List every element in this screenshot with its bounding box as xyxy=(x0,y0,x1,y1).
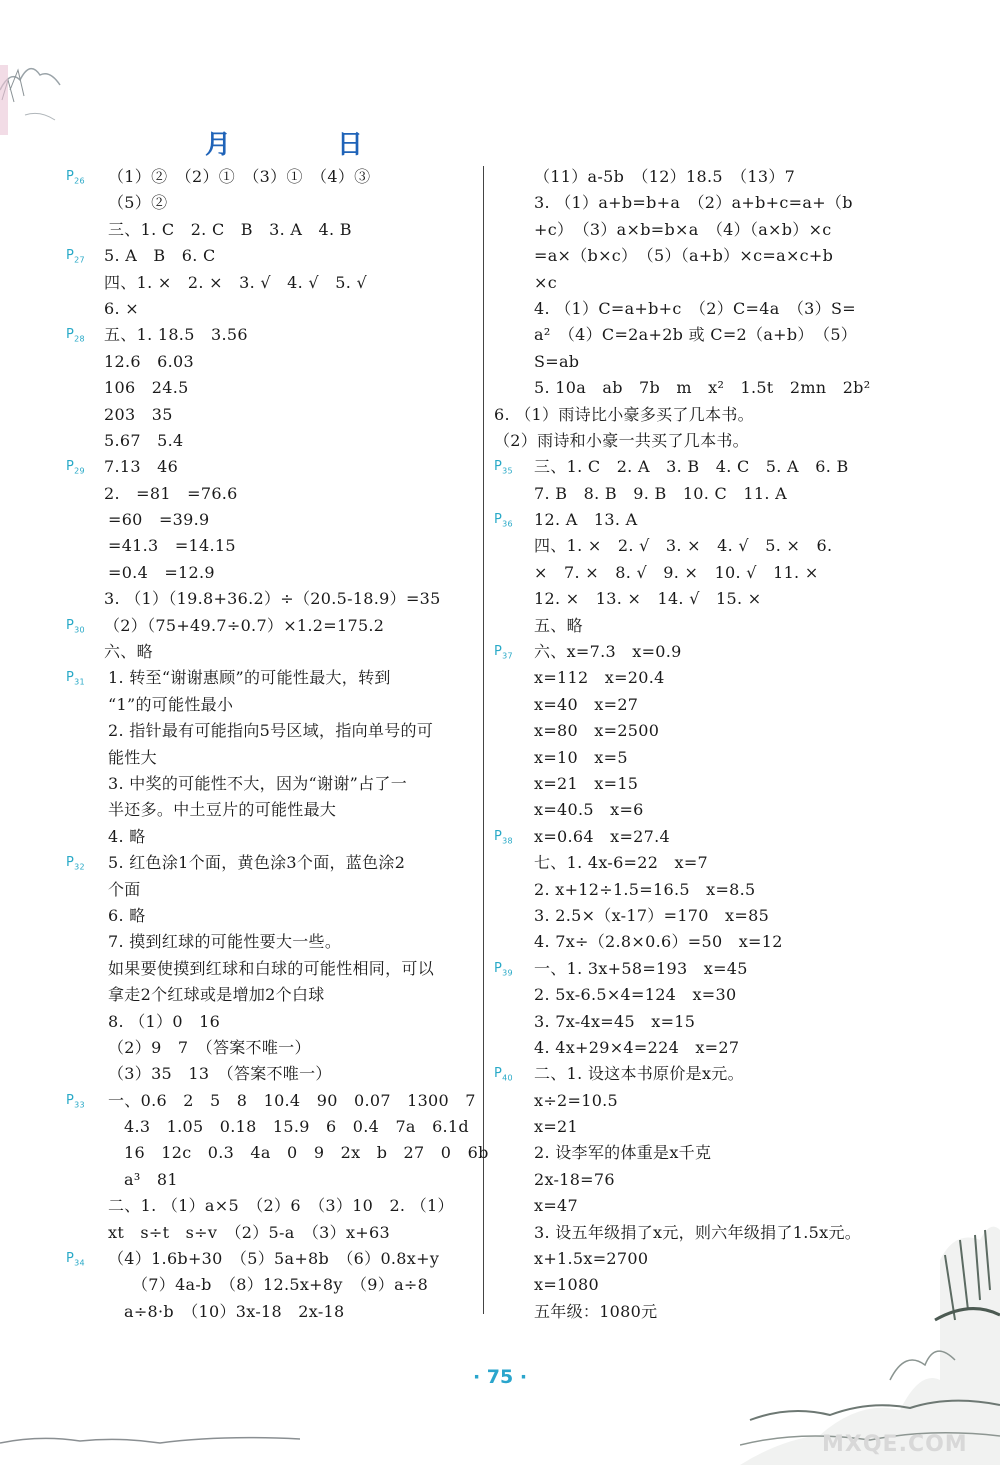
answer-text: 3. 2.5×（x-17）=170 x=85 xyxy=(534,905,770,925)
answer-text: 一、0.6 2 5 8 10.4 90 0.07 1300 7 xyxy=(108,1090,476,1110)
answer-text: 4.3 1.05 0.18 15.9 6 0.4 7a 6.1d xyxy=(124,1117,469,1137)
answer-line xyxy=(66,877,478,903)
page-number: · 75 · xyxy=(472,1366,528,1388)
answer-line xyxy=(66,1272,478,1298)
page-ref-label: $P_{37}$ xyxy=(494,644,513,661)
answer-text: “1”的可能性最小 xyxy=(108,694,234,714)
answer-text: 3. （1）a+b=b+a （2）a+b+c=a+（b xyxy=(534,193,853,213)
answer-line xyxy=(66,217,478,243)
answer-line xyxy=(494,665,914,691)
answer-text: 4. 略 xyxy=(108,826,146,846)
page-ref-label: $P_{26}$ xyxy=(66,169,85,186)
answer-line xyxy=(494,1193,914,1219)
answer-text: 5.67 5.4 xyxy=(104,430,184,450)
answer-text: x=112 x=20.4 xyxy=(534,668,665,688)
answer-line xyxy=(66,1299,478,1325)
answer-line xyxy=(494,982,914,1008)
answer-text: 二、1. 设这本书原价是x元。 xyxy=(534,1064,744,1084)
answer-text: x=40 x=27 xyxy=(534,694,639,714)
answer-text: S=ab xyxy=(534,351,580,371)
answer-line xyxy=(66,745,478,771)
answer-text: 3. （1）（19.8+36.2）÷（20.5-18.9）=35 xyxy=(104,589,441,609)
answer-text: 12. A 13. A xyxy=(534,510,638,530)
answer-column-left xyxy=(66,164,489,1325)
watermark: MXQE.COM xyxy=(822,1432,968,1457)
answer-line xyxy=(66,296,478,322)
answer-line xyxy=(66,533,478,559)
page-ref-label: $P_{39}$ xyxy=(494,960,513,978)
answer-text: ×c xyxy=(534,272,557,292)
answer-line xyxy=(494,692,914,718)
answer-line xyxy=(66,824,478,850)
answer-line xyxy=(66,454,478,480)
page-ref-label: $P_{30}$ xyxy=(66,617,85,635)
answer-line xyxy=(66,903,478,929)
answer-line xyxy=(494,613,914,639)
answer-line xyxy=(494,533,914,559)
answer-line xyxy=(494,956,914,982)
answer-text: 8. （1）0 16 xyxy=(108,1011,221,1031)
answer-line xyxy=(494,1167,914,1193)
answer-text: 106 24.5 xyxy=(104,378,189,398)
answer-text: 二、1. （1）a×5 （2）6 （3）10 2. （1） xyxy=(108,1196,454,1216)
answer-line xyxy=(66,560,478,586)
answer-line xyxy=(66,402,478,428)
answer-line xyxy=(66,797,478,823)
answer-text: a÷8·b （10）3x-18 2x-18 xyxy=(124,1301,345,1321)
answer-line xyxy=(66,982,478,1008)
answer-line xyxy=(66,1009,478,1035)
answer-line xyxy=(494,1220,914,1246)
answer-line xyxy=(66,665,478,691)
answer-line xyxy=(494,1088,914,1114)
answer-text: （11）a-5b （12）18.5 （13）7 xyxy=(534,167,796,186)
ink-landscape-decoration xyxy=(0,1425,300,1455)
answer-text: × 7. × 8. √ 9. × 10. √ 11. × xyxy=(534,562,819,582)
answer-text: a² （4）C=2a+2b 或 C=2（a+b） （5） xyxy=(534,325,858,345)
answer-line xyxy=(494,402,914,428)
answer-line xyxy=(66,639,478,665)
answer-line xyxy=(66,692,478,718)
answer-line xyxy=(494,428,914,454)
answer-text: 2x-18=76 xyxy=(534,1169,615,1189)
answer-line xyxy=(494,824,914,850)
answer-line xyxy=(66,586,478,612)
answer-text: x=80 x=2500 xyxy=(534,721,660,741)
page-ref-label: $P_{27}$ xyxy=(66,248,85,265)
page-ref-label: $P_{40}$ xyxy=(494,1066,513,1083)
answer-text: 203 35 xyxy=(104,404,173,424)
answer-line xyxy=(66,613,478,639)
answer-text: 6. 略 xyxy=(108,905,146,925)
answer-line xyxy=(66,718,478,744)
answer-text: 六、x=7.3 x=0.9 xyxy=(534,642,682,662)
answer-text: 3. 7x-4x=45 x=15 xyxy=(534,1011,696,1031)
answer-line xyxy=(494,454,914,480)
answer-text: 三、1. C 2. C B 3. A 4. B xyxy=(108,219,352,239)
answer-text: 2. 指针最有可能指向5号区域，指向单号的可 xyxy=(108,721,434,741)
answer-text: 1. 转至“谢谢惠顾”的可能性最大，转到 xyxy=(108,668,391,688)
answer-line xyxy=(494,1114,914,1140)
answer-text: 五年级：1080元 xyxy=(534,1301,658,1321)
answer-text: 6. × xyxy=(104,298,139,318)
answer-text: 七、1. 4x-6=22 x=7 xyxy=(534,853,709,873)
answer-text: 六、略 xyxy=(104,642,153,662)
answer-line xyxy=(494,929,914,955)
page-ref-label: $P_{35}$ xyxy=(494,459,513,476)
answer-line xyxy=(494,1272,914,1298)
page-ref-label: $P_{36}$ xyxy=(494,512,513,529)
answer-line xyxy=(494,507,914,533)
answer-column-right xyxy=(494,164,914,1325)
answer-text: 6. （1）雨诗比小豪多买了几本书。 xyxy=(494,404,754,424)
answer-text: 7.13 46 xyxy=(104,457,179,477)
page-ref-label: $P_{34}$ xyxy=(66,1251,85,1268)
answer-text: 三、1. C 2. A 3. B 4. C 5. A 6. B xyxy=(534,457,849,477)
answer-line xyxy=(494,349,914,375)
answer-line xyxy=(494,164,914,190)
answer-line xyxy=(494,296,914,322)
answer-text: 四、1. × 2. √ 3. × 4. √ 5. × 6. xyxy=(534,536,833,556)
answer-text: x=47 xyxy=(534,1196,578,1216)
answer-line xyxy=(494,560,914,586)
answer-line xyxy=(494,877,914,903)
answer-line xyxy=(494,797,914,823)
day-label: 日 xyxy=(337,130,364,160)
answer-line xyxy=(66,1193,478,1219)
answer-line xyxy=(494,771,914,797)
answer-text: 一、1. 3x+58=193 x=45 xyxy=(534,958,748,978)
answer-line xyxy=(66,1167,478,1193)
answer-text: 能性大 xyxy=(108,747,157,767)
answer-text: x=10 x=5 xyxy=(534,747,628,767)
answer-line xyxy=(494,903,914,929)
answer-line xyxy=(494,375,914,401)
answer-line xyxy=(494,850,914,876)
answer-line xyxy=(66,428,478,454)
answer-text: 5. 10a ab 7b m x² 1.5t 2mn 2b² xyxy=(534,378,871,398)
answer-text: （2）9 7 （答案不唯一） xyxy=(108,1037,311,1057)
answer-text: 5. A B 6. C xyxy=(104,246,216,266)
answer-text: 2. =81 =76.6 xyxy=(104,483,238,503)
page-ref-label: $P_{31}$ xyxy=(66,670,85,688)
answer-text: =a×（b×c） （5）（a+b）×c=a×c+b xyxy=(534,246,834,266)
answer-text: x=40.5 x=6 xyxy=(534,800,644,820)
answer-line xyxy=(66,190,478,216)
answer-text: x=0.64 x=27.4 xyxy=(534,826,671,846)
answer-line xyxy=(494,270,914,296)
answer-text: 如果要使摸到红球和白球的可能性相同，可以 xyxy=(108,958,435,978)
answer-text: x=1080 xyxy=(534,1275,599,1295)
answer-line xyxy=(66,1140,489,1166)
answer-text: （1）② （2）① （3）① （4）③ xyxy=(108,167,371,186)
answer-line xyxy=(66,929,478,955)
answer-text: 4. （1）C=a+b+c （2）C=4a （3）S= xyxy=(534,298,856,318)
answer-text: x=21 x=15 xyxy=(534,773,639,793)
answer-line xyxy=(494,190,914,216)
answer-text: a³ 81 xyxy=(124,1169,178,1189)
answer-text: 拿走2个红球或是增加2个白球 xyxy=(108,985,325,1005)
answer-line xyxy=(66,270,478,296)
answer-line xyxy=(66,850,478,876)
answer-line xyxy=(66,1061,478,1087)
answer-text: 7. 摸到红球的可能性要大一些。 xyxy=(108,932,342,952)
answer-text: （3）35 13 （答案不唯一） xyxy=(108,1064,332,1084)
answer-line xyxy=(66,481,478,507)
answer-text: 半还多。中土豆片的可能性最大 xyxy=(108,800,337,820)
answer-text: +c） （3）a×b=b×a （4）（a×b）×c xyxy=(534,219,832,239)
answer-line xyxy=(66,956,478,982)
answer-text: 3. 设五年级捐了x元，则六年级捐了1.5x元。 xyxy=(534,1222,862,1242)
answer-text: 2. 设李军的体重是x千克 xyxy=(534,1143,712,1163)
answer-text: 12. × 13. × 14. √ 15. × xyxy=(534,589,762,609)
answer-text: 五、略 xyxy=(534,615,583,635)
answer-text: 4. 4x+29×4=224 x=27 xyxy=(534,1037,740,1057)
answer-line xyxy=(494,217,914,243)
answer-line xyxy=(66,164,478,190)
answer-text: 12.6 6.03 xyxy=(104,351,194,371)
page-ref-label: $P_{32}$ xyxy=(66,855,85,872)
answer-line xyxy=(66,507,478,533)
answer-text: 四、1. × 2. × 3. √ 4. √ 5. √ xyxy=(104,272,367,292)
answer-text: （4）1.6b+30 （5）5a+8b （6）0.8x+y xyxy=(108,1249,440,1269)
answer-line xyxy=(494,322,914,348)
answer-text: xt s÷t s÷v （2）5-a （3）x+63 xyxy=(108,1222,390,1242)
answer-line xyxy=(494,1061,914,1087)
answer-line xyxy=(494,1140,914,1166)
answer-text: 5. 红色涂1个面，黄色涂3个面，蓝色涂2 xyxy=(108,853,406,873)
answer-line xyxy=(494,1246,914,1272)
answer-text: （5）② xyxy=(108,193,168,213)
answer-text: 五、1. 18.5 3.56 xyxy=(104,325,248,345)
answer-line xyxy=(494,718,914,744)
answer-line xyxy=(494,481,914,507)
answer-text: 16 12c 0.3 4a 0 9 2x b 27 0 6b xyxy=(124,1143,489,1163)
answer-text: （7）4a-b （8）12.5x+8y （9）a÷8 xyxy=(132,1275,429,1295)
answer-line xyxy=(494,1009,914,1035)
page-ref-label: $P_{38}$ xyxy=(494,828,513,846)
answer-line xyxy=(494,745,914,771)
answer-text: 4. 7x÷（2.8×0.6）=50 x=12 xyxy=(534,932,783,952)
answer-line xyxy=(494,586,914,612)
answer-line xyxy=(66,322,478,348)
answer-text: x÷2=10.5 xyxy=(534,1090,619,1110)
answer-line xyxy=(66,1246,478,1272)
answer-line xyxy=(494,243,914,269)
page-ref-label: $P_{29}$ xyxy=(66,459,85,476)
month-label: 月 xyxy=(205,130,232,160)
answer-text: =41.3 =14.15 xyxy=(108,536,236,556)
answer-text: x=21 xyxy=(534,1117,578,1137)
answer-text: 2. 5x-6.5×4=124 x=30 xyxy=(534,985,737,1005)
answer-text: （2）（75+49.7÷0.7）×1.2=175.2 xyxy=(104,615,385,635)
answer-text: 个面 xyxy=(108,879,141,899)
answer-line xyxy=(494,1035,914,1061)
answer-line xyxy=(66,1035,478,1061)
answer-line xyxy=(66,375,478,401)
answer-line xyxy=(66,1114,478,1140)
answer-line xyxy=(494,1299,914,1325)
answer-line xyxy=(66,243,478,269)
page-ref-label: $P_{28}$ xyxy=(66,327,85,344)
answer-text: （2）雨诗和小豪一共买了几本书。 xyxy=(494,430,749,450)
answer-text: 3. 中奖的可能性不大，因为“谢谢”占了一 xyxy=(108,773,408,793)
answer-text: 7. B 8. B 9. B 10. C 11. A xyxy=(534,483,787,503)
answer-text: x+1.5x=2700 xyxy=(534,1249,649,1269)
ink-landscape-decoration xyxy=(0,30,80,140)
page-ref-label: $P_{33}$ xyxy=(66,1092,85,1110)
answer-line xyxy=(66,349,478,375)
answer-text: =0.4 =12.9 xyxy=(108,562,215,582)
answer-text: 2. x+12÷1.5=16.5 x=8.5 xyxy=(534,879,756,899)
answer-line xyxy=(494,639,914,665)
answer-line xyxy=(66,1088,478,1114)
answer-line xyxy=(66,771,478,797)
answer-line xyxy=(66,1220,478,1246)
answer-text: =60 =39.9 xyxy=(108,510,210,530)
